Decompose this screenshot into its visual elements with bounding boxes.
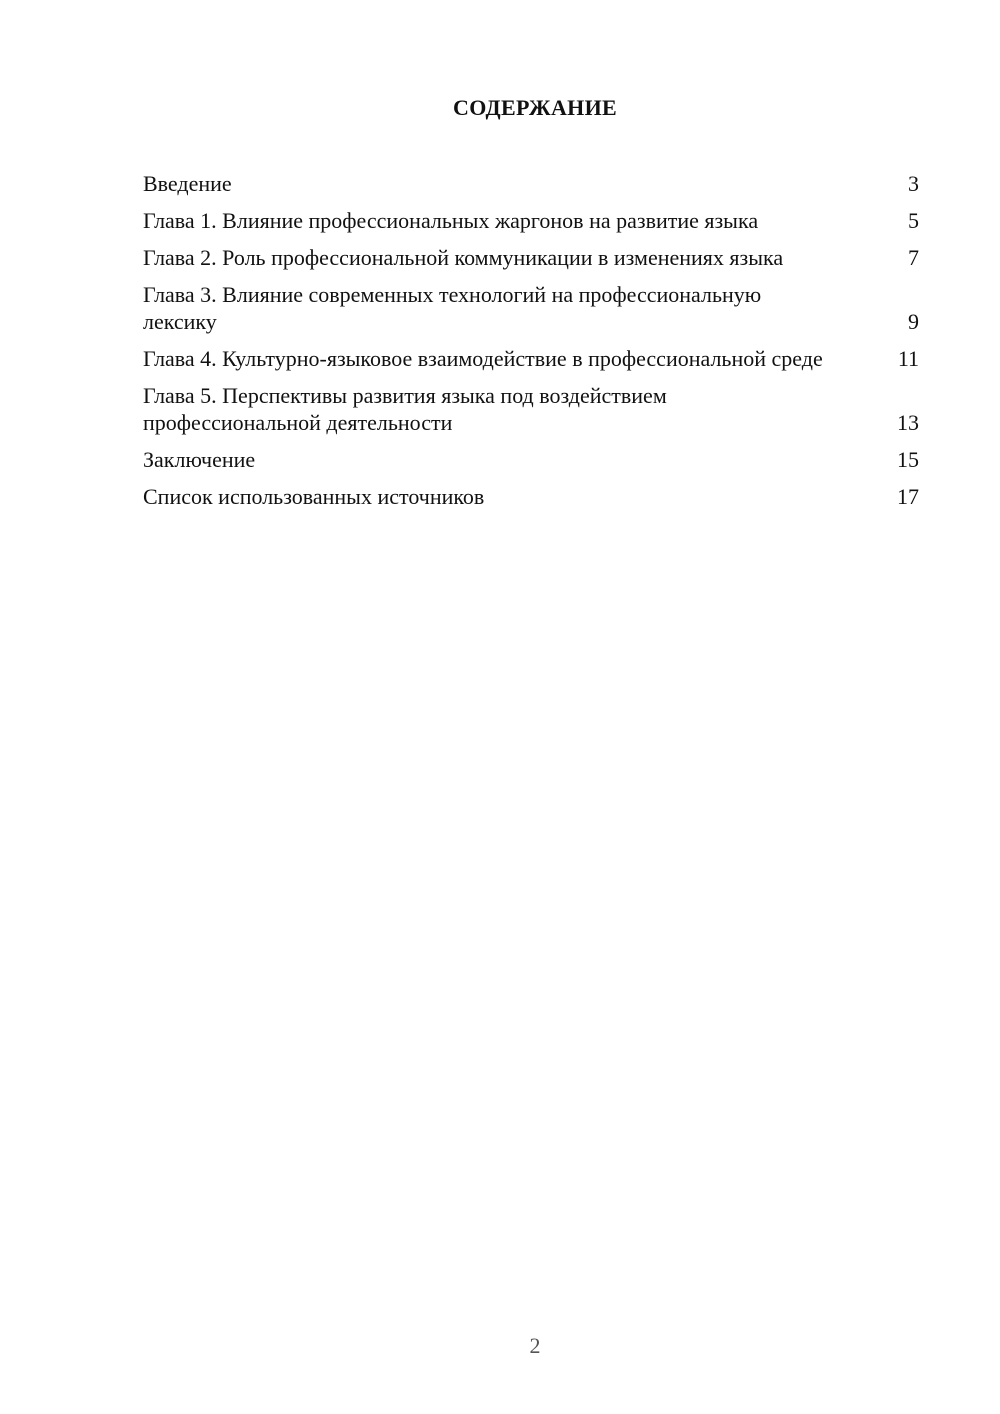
toc-entry-title: Глава 2. Роль профессиональной коммуникации в изменениях языка (143, 245, 784, 270)
toc-entry[interactable] (143, 170, 919, 197)
toc-entry[interactable] (143, 446, 919, 473)
toc-entry-page: 11 (897, 346, 919, 371)
toc-entry[interactable] (143, 483, 919, 510)
toc-entry-page: 13 (897, 410, 919, 435)
toc-entry[interactable] (143, 207, 919, 234)
table-of-contents (143, 170, 919, 520)
toc-entry-title: Глава 4. Культурно-языковое взаимодействие в профессиональной среде (143, 346, 823, 371)
toc-entry-title: Заключение (143, 447, 256, 472)
toc-entry-title: Глава 3. Влияние современных технологий на профессиональную лексику (143, 282, 762, 334)
toc-entry-page: 5 (908, 208, 919, 233)
page-number: 2 (529, 1333, 541, 1358)
toc-entry[interactable] (143, 382, 919, 436)
toc-entry-page: 17 (897, 484, 919, 509)
toc-entry[interactable] (143, 244, 919, 271)
toc-entry-title: Введение (143, 171, 232, 196)
toc-entry-page: 7 (908, 245, 919, 270)
toc-entry[interactable] (143, 345, 919, 372)
page-title: СОДЕРЖАНИЕ (453, 95, 617, 120)
toc-entry-page: 9 (908, 309, 919, 334)
toc-entry-title: Глава 5. Перспективы развития языка под воздействием профессиональной деятельности (143, 383, 667, 435)
toc-entry[interactable] (143, 281, 919, 335)
toc-entry-title: Список использованных источников (143, 484, 485, 509)
toc-entry-page: 15 (897, 447, 919, 472)
toc-entry-title: Глава 1. Влияние профессиональных жаргонов на развитие языка (143, 208, 759, 233)
toc-entry-page: 3 (908, 171, 919, 196)
